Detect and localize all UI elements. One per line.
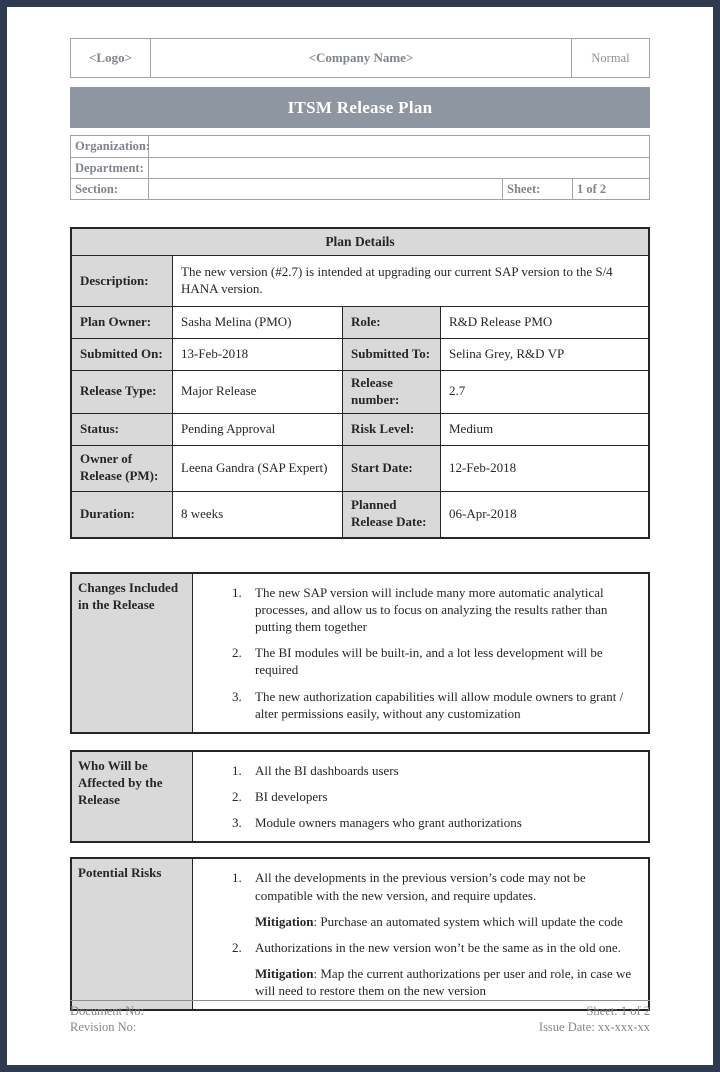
- risks-section-body: [193, 859, 648, 1009]
- list-item-text: The new SAP version will include many more automatic analytical processes, and allow us to focus on analyzing the results rather than putting them together: [255, 584, 608, 635]
- risks-section-label: Potential Risks: [72, 859, 193, 1009]
- duration-label: Duration:: [72, 492, 172, 537]
- list-item-text: Module owners managers who grant authorizations: [255, 815, 522, 831]
- section-row: [71, 178, 649, 199]
- list-item-text: All the BI dashboards users: [255, 762, 399, 778]
- sheet-label: Sheet:: [502, 179, 572, 199]
- changes-section-body: [193, 574, 648, 732]
- changes-section: [70, 572, 650, 734]
- table-row: [72, 445, 648, 491]
- list-item: [193, 788, 634, 805]
- logo-placeholder: <Logo>: [71, 39, 151, 77]
- info-table: [70, 135, 650, 200]
- description-row: [72, 255, 648, 306]
- organization-value: [149, 136, 649, 157]
- department-label: Department:: [71, 158, 149, 178]
- list-number: 1.: [232, 762, 242, 778]
- risk-level-value: Medium: [440, 414, 648, 445]
- list-item: [193, 939, 634, 956]
- affected-section: [70, 750, 650, 843]
- start-date-label: Start Date:: [342, 446, 440, 491]
- status-label: Status:: [72, 414, 172, 445]
- list-item: [193, 584, 634, 635]
- document-no-label: Document No:: [70, 1004, 144, 1018]
- organization-row: [71, 136, 649, 157]
- release-type-label: Release Type:: [72, 371, 172, 413]
- owner-of-release-label: Owner of Release (PM):: [72, 446, 172, 491]
- revision-no-label: Revision No:: [70, 1019, 137, 1034]
- risk-level-label: Risk Level:: [342, 414, 440, 445]
- mitigation-paragraph: [193, 913, 634, 930]
- release-type-value: Major Release: [172, 371, 342, 413]
- list-number: 1.: [232, 584, 242, 600]
- release-number-label: Release number:: [342, 371, 440, 413]
- list-number: 3.: [232, 688, 242, 704]
- list-item-text: All the developments in the previous version’s code may not be compatible with the new version, and require updates.: [255, 870, 586, 903]
- submitted-to-value: Selina Grey, R&D VP: [440, 339, 648, 370]
- list-item-text: The new authorization capabilities will allow module owners to grant / alter permissions easily, without any customization: [255, 688, 624, 721]
- list-number: 2.: [232, 789, 242, 805]
- mitigation-text: : Purchase an automated system which will update the code: [313, 913, 623, 929]
- list-item: [193, 869, 634, 903]
- organization-label: Organization:: [71, 136, 149, 157]
- header-table: [70, 38, 650, 78]
- role-label: Role:: [342, 307, 440, 338]
- list-item: [193, 644, 634, 678]
- table-row: [72, 413, 648, 445]
- list-item: [193, 688, 634, 722]
- list-item-text: The BI modules will be built-in, and a lot less development will be required: [255, 645, 603, 678]
- company-name: <Company Name>: [308, 50, 414, 65]
- description-label: Description:: [72, 256, 172, 306]
- mitigation-text: : Map the current authorizations per user and role, in case we will need to restore them on the new version: [255, 965, 632, 999]
- plan-details-table: [70, 227, 650, 539]
- document-title-bar: [70, 87, 650, 128]
- footer-sheet: Sheet: 1 of 2: [586, 1004, 650, 1018]
- affected-section-body: [193, 752, 648, 841]
- submitted-on-label: Submitted On:: [72, 339, 172, 370]
- planned-release-date-value: 06-Apr-2018: [440, 492, 648, 537]
- page-footer: [70, 1000, 650, 1035]
- list-item: [193, 762, 634, 779]
- planned-release-date-label: Planned Release Date:: [342, 492, 440, 537]
- plan-owner-value: Sasha Melina (PMO): [172, 307, 342, 338]
- role-value: R&D Release PMO: [440, 307, 648, 338]
- submitted-on-value: 13-Feb-2018: [172, 339, 342, 370]
- document-title: ITSM Release Plan: [287, 97, 433, 117]
- owner-of-release-value: Leena Gandra (SAP Expert): [172, 446, 342, 491]
- table-row: [72, 370, 648, 413]
- submitted-to-label: Submitted To:: [342, 339, 440, 370]
- mitigation-paragraph: [193, 965, 634, 999]
- list-item-text: BI developers: [255, 789, 328, 805]
- style-badge: Normal: [571, 39, 649, 77]
- mitigation-label: Mitigation: [255, 913, 314, 929]
- department-row: [71, 157, 649, 178]
- release-number-value: 2.7: [440, 371, 648, 413]
- list-number: 1.: [232, 870, 242, 886]
- list-item-text: Authorizations in the new version won’t be the same as in the old one.: [255, 939, 621, 955]
- duration-value: 8 weeks: [172, 492, 342, 537]
- list-item: [193, 814, 634, 831]
- sheet-value: 1 of 2: [572, 179, 649, 199]
- footer-right: [539, 1004, 650, 1035]
- table-row: [72, 338, 648, 370]
- list-number: 2.: [232, 939, 242, 955]
- section-label: Section:: [71, 179, 149, 199]
- changes-section-label: Changes Included in the Release: [72, 574, 193, 732]
- department-value: [149, 158, 649, 178]
- table-row: [72, 306, 648, 338]
- list-number: 2.: [232, 645, 242, 661]
- description-value: The new version (#2.7) is intended at upgrading our current SAP version to the S/4 HANA version.: [172, 256, 648, 306]
- mitigation-label: Mitigation: [255, 965, 314, 981]
- table-row: [72, 491, 648, 537]
- document-content: [70, 7, 650, 1011]
- status-value: Pending Approval: [172, 414, 342, 445]
- section-value: [149, 179, 502, 199]
- risks-section: [70, 857, 650, 1011]
- list-number: 3.: [232, 815, 242, 831]
- footer-issue-date: Issue Date: xx-xxx-xx: [538, 1019, 650, 1034]
- plan-details-title: Plan Details: [72, 229, 648, 255]
- plan-owner-label: Plan Owner:: [72, 307, 172, 338]
- affected-section-label: Who Will be Affected by the Release: [72, 752, 193, 841]
- start-date-value: 12-Feb-2018: [440, 446, 648, 491]
